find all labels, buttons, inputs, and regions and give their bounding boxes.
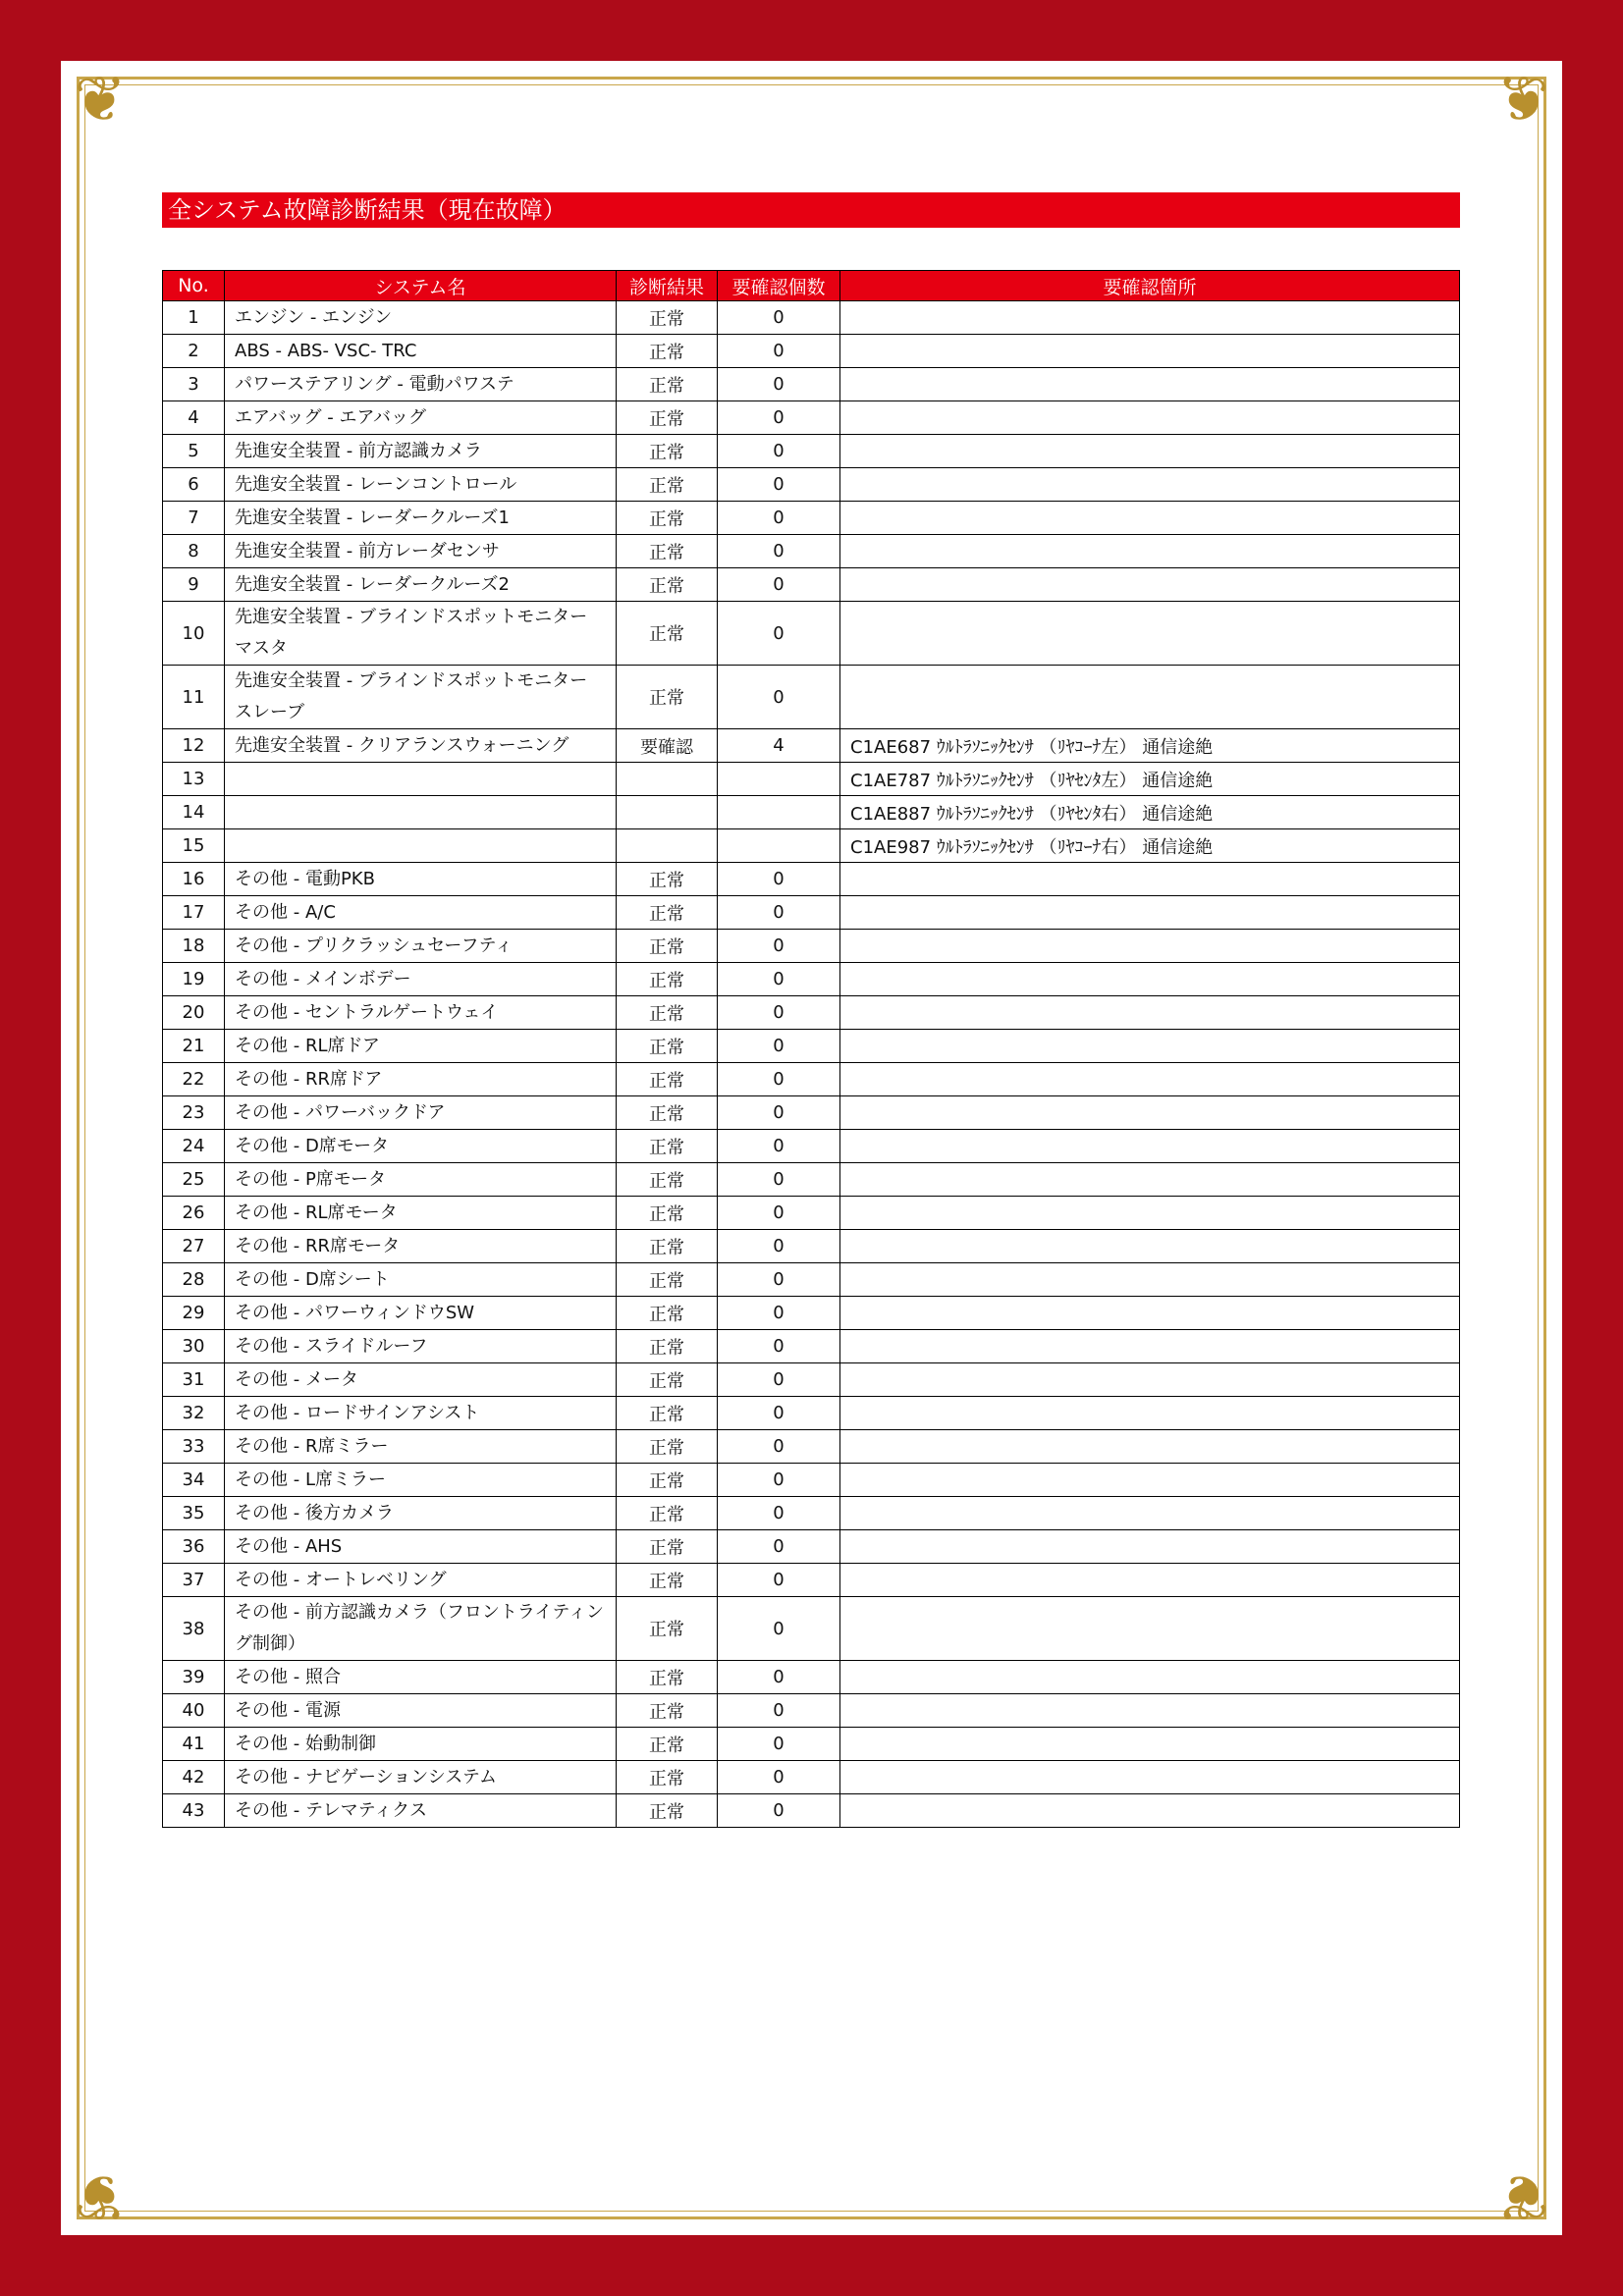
cell-result: 正常	[617, 1597, 718, 1661]
cell-result: 正常	[617, 1130, 718, 1163]
cell-system-name: 先進安全装置 - レーンコントロール	[225, 468, 617, 502]
cell-count: 0	[718, 1464, 840, 1497]
table-row	[163, 468, 1460, 502]
cell-system-name: その他 - AHS	[225, 1530, 617, 1564]
cell-location	[840, 1130, 1460, 1163]
cell-count: 0	[718, 368, 840, 401]
cell-result: 正常	[617, 666, 718, 729]
table-row	[163, 335, 1460, 368]
col-header-count: 要確認個数	[718, 271, 840, 301]
cell-system-name: 先進安全装置 - 前方レーダセンサ	[225, 535, 617, 568]
cell-system-name: 先進安全装置 - レーダークルーズ1	[225, 502, 617, 535]
table-row	[163, 1297, 1460, 1330]
cell-location	[840, 996, 1460, 1030]
cell-result: 正常	[617, 996, 718, 1030]
cell-result: 正常	[617, 1497, 718, 1530]
cell-no: 29	[163, 1297, 225, 1330]
cell-system-name: その他 - メインボデー	[225, 963, 617, 996]
cell-system-name: その他 - メータ	[225, 1363, 617, 1397]
cell-location	[840, 963, 1460, 996]
table-row	[163, 602, 1460, 666]
table-row	[163, 996, 1460, 1030]
cell-system-name: その他 - 照合	[225, 1661, 617, 1694]
cell-result: 正常	[617, 1530, 718, 1564]
table-row	[163, 1761, 1460, 1794]
cell-no: 43	[163, 1794, 225, 1828]
cell-location	[840, 1163, 1460, 1197]
cell-no: 25	[163, 1163, 225, 1197]
cell-no: 23	[163, 1096, 225, 1130]
cell-system-name: エンジン - エンジン	[225, 301, 617, 335]
col-header-no: No.	[163, 271, 225, 301]
cell-count: 0	[718, 1163, 840, 1197]
cell-location	[840, 502, 1460, 535]
cell-no: 22	[163, 1063, 225, 1096]
cell-location	[840, 1530, 1460, 1564]
cell-location	[840, 468, 1460, 502]
cell-location	[840, 1197, 1460, 1230]
cell-location	[840, 1297, 1460, 1330]
cell-no: 36	[163, 1530, 225, 1564]
cell-count: 0	[718, 1263, 840, 1297]
table-row	[163, 1597, 1460, 1661]
cell-system-name: その他 - ロードサインアシスト	[225, 1397, 617, 1430]
cell-result: 正常	[617, 896, 718, 930]
cell-system-name: その他 - D席シート	[225, 1263, 617, 1297]
cell-no: 39	[163, 1661, 225, 1694]
table-row	[163, 1030, 1460, 1063]
table-row	[163, 368, 1460, 401]
table-row	[163, 1230, 1460, 1263]
cell-result: 正常	[617, 1030, 718, 1063]
cell-result: 正常	[617, 368, 718, 401]
table-row	[163, 896, 1460, 930]
cell-result: 正常	[617, 502, 718, 535]
cell-no: 6	[163, 468, 225, 502]
cell-result: 正常	[617, 1163, 718, 1197]
cell-system-name: ABS - ABS- VSC- TRC	[225, 335, 617, 368]
cell-result: 正常	[617, 301, 718, 335]
cell-location	[840, 602, 1460, 666]
cell-result: 正常	[617, 1197, 718, 1230]
cell-count: 0	[718, 1096, 840, 1130]
cell-result: 正常	[617, 1794, 718, 1828]
cell-result: 正常	[617, 1464, 718, 1497]
cell-no: 30	[163, 1330, 225, 1363]
table-row	[163, 729, 1460, 763]
table-row	[163, 963, 1460, 996]
cell-result: 正常	[617, 1397, 718, 1430]
cell-count: 0	[718, 1330, 840, 1363]
cell-count: 0	[718, 435, 840, 468]
cell-count	[718, 796, 840, 829]
cell-count: 0	[718, 1530, 840, 1564]
cell-no: 38	[163, 1597, 225, 1661]
cell-no: 32	[163, 1397, 225, 1430]
table-row	[163, 1530, 1460, 1564]
cell-location	[840, 1230, 1460, 1263]
cell-system-name	[225, 796, 617, 829]
cell-location	[840, 666, 1460, 729]
cell-system-name: 先進安全装置 - ブラインドスポットモニター スレーブ	[225, 666, 617, 729]
cell-result: 正常	[617, 602, 718, 666]
table-row	[163, 301, 1460, 335]
cell-count: 0	[718, 1230, 840, 1263]
cell-system-name: その他 - P席モータ	[225, 1163, 617, 1197]
cell-location: C1AE887 ｳﾙﾄﾗｿﾆｯｸｾﾝｻ （ﾘﾔｾﾝﾀ右） 通信途絶	[840, 796, 1460, 829]
table-row	[163, 1096, 1460, 1130]
cell-location	[840, 1694, 1460, 1728]
cell-system-name: 先進安全装置 - ブラインドスポットモニター マスタ	[225, 602, 617, 666]
cell-count	[718, 829, 840, 863]
cell-no: 10	[163, 602, 225, 666]
table-row	[163, 829, 1460, 863]
cell-result	[617, 763, 718, 796]
cell-count: 0	[718, 1661, 840, 1694]
cell-system-name: 先進安全装置 - 前方認識カメラ	[225, 435, 617, 468]
diagnosis-table	[162, 270, 1460, 1828]
table-row	[163, 1363, 1460, 1397]
cell-result: 正常	[617, 1694, 718, 1728]
col-header-location: 要確認箇所	[840, 271, 1460, 301]
cell-system-name	[225, 829, 617, 863]
cell-count: 0	[718, 468, 840, 502]
cell-count: 0	[718, 1728, 840, 1761]
cell-result: 正常	[617, 963, 718, 996]
cell-system-name: その他 - D席モータ	[225, 1130, 617, 1163]
cell-result: 正常	[617, 1728, 718, 1761]
table-row	[163, 763, 1460, 796]
cell-system-name	[225, 763, 617, 796]
report-title: 全システム故障診断結果（現在故障）	[162, 192, 1460, 228]
cell-no: 37	[163, 1564, 225, 1597]
corner-ornament-icon: ❦	[74, 2160, 127, 2232]
cell-no: 33	[163, 1430, 225, 1464]
cell-location	[840, 335, 1460, 368]
cell-no: 5	[163, 435, 225, 468]
corner-ornament-icon: ❦	[74, 64, 127, 136]
cell-location	[840, 535, 1460, 568]
table-row	[163, 1694, 1460, 1728]
table-row	[163, 535, 1460, 568]
cell-location	[840, 1564, 1460, 1597]
cell-location	[840, 368, 1460, 401]
cell-location	[840, 1063, 1460, 1096]
table-row	[163, 401, 1460, 435]
cell-system-name: パワーステアリング - 電動パワステ	[225, 368, 617, 401]
cell-count: 0	[718, 1761, 840, 1794]
cell-count: 0	[718, 535, 840, 568]
cell-no: 42	[163, 1761, 225, 1794]
cell-system-name: 先進安全装置 - クリアランスウォーニング	[225, 729, 617, 763]
cell-count: 0	[718, 930, 840, 963]
cell-location	[840, 863, 1460, 896]
cell-system-name: その他 - L席ミラー	[225, 1464, 617, 1497]
cell-location	[840, 1464, 1460, 1497]
cell-system-name: その他 - RL席モータ	[225, 1197, 617, 1230]
cell-no: 15	[163, 829, 225, 863]
table-row	[163, 666, 1460, 729]
cell-count: 0	[718, 1597, 840, 1661]
table-row	[163, 1263, 1460, 1297]
table-row	[163, 1794, 1460, 1828]
cell-system-name: その他 - セントラルゲートウェイ	[225, 996, 617, 1030]
cell-no: 27	[163, 1230, 225, 1263]
cell-system-name: その他 - テレマティクス	[225, 1794, 617, 1828]
cell-system-name: その他 - スライドルーフ	[225, 1330, 617, 1363]
cell-location	[840, 1597, 1460, 1661]
cell-no: 9	[163, 568, 225, 602]
cell-system-name: その他 - 始動制御	[225, 1728, 617, 1761]
cell-count: 0	[718, 301, 840, 335]
cell-location	[840, 1363, 1460, 1397]
cell-result: 正常	[617, 863, 718, 896]
cell-result: 正常	[617, 930, 718, 963]
cell-result	[617, 829, 718, 863]
cell-result	[617, 796, 718, 829]
table-row	[163, 1497, 1460, 1530]
cell-count: 0	[718, 863, 840, 896]
table-row	[163, 1063, 1460, 1096]
cell-result: 正常	[617, 1430, 718, 1464]
table-row	[163, 863, 1460, 896]
cell-count: 0	[718, 1063, 840, 1096]
cell-location	[840, 1263, 1460, 1297]
cell-no: 20	[163, 996, 225, 1030]
cell-no: 12	[163, 729, 225, 763]
cell-result: 正常	[617, 1263, 718, 1297]
cell-system-name: その他 - ナビゲーションシステム	[225, 1761, 617, 1794]
cell-no: 13	[163, 763, 225, 796]
cell-count: 0	[718, 335, 840, 368]
cell-no: 19	[163, 963, 225, 996]
cell-location	[840, 1761, 1460, 1794]
cell-count: 0	[718, 1197, 840, 1230]
cell-result: 正常	[617, 468, 718, 502]
cell-location	[840, 1661, 1460, 1694]
cell-count	[718, 763, 840, 796]
table-row	[163, 435, 1460, 468]
cell-count: 0	[718, 1397, 840, 1430]
cell-result: 正常	[617, 1661, 718, 1694]
table-row	[163, 1564, 1460, 1597]
cell-result: 正常	[617, 1063, 718, 1096]
cell-location	[840, 1096, 1460, 1130]
cell-result: 正常	[617, 1297, 718, 1330]
cell-count: 0	[718, 1694, 840, 1728]
cell-system-name: その他 - 前方認識カメラ（フロントライティング制御）	[225, 1597, 617, 1661]
table-row	[163, 1130, 1460, 1163]
table-header-row	[163, 271, 1460, 301]
col-header-system: システム名	[225, 271, 617, 301]
cell-location: C1AE987 ｳﾙﾄﾗｿﾆｯｸｾﾝｻ （ﾘﾔｺｰﾅ右） 通信途絶	[840, 829, 1460, 863]
cell-location	[840, 1397, 1460, 1430]
table-row	[163, 1163, 1460, 1197]
cell-no: 11	[163, 666, 225, 729]
table-row	[163, 1661, 1460, 1694]
cell-location	[840, 1728, 1460, 1761]
cell-location	[840, 1497, 1460, 1530]
cell-location: C1AE687 ｳﾙﾄﾗｿﾆｯｸｾﾝｻ （ﾘﾔｺｰﾅ左） 通信途絶	[840, 729, 1460, 763]
cell-system-name: その他 - プリクラッシュセーフティ	[225, 930, 617, 963]
cell-result: 正常	[617, 1363, 718, 1397]
cell-system-name: その他 - RR席ドア	[225, 1063, 617, 1096]
cell-count: 0	[718, 1297, 840, 1330]
corner-ornament-icon: ❦	[1496, 64, 1549, 136]
cell-no: 34	[163, 1464, 225, 1497]
cell-count: 0	[718, 1564, 840, 1597]
cell-no: 17	[163, 896, 225, 930]
cell-no: 2	[163, 335, 225, 368]
cell-result: 正常	[617, 1230, 718, 1263]
cell-result: 正常	[617, 1330, 718, 1363]
cell-location	[840, 568, 1460, 602]
cell-no: 3	[163, 368, 225, 401]
cell-system-name: 先進安全装置 - レーダークルーズ2	[225, 568, 617, 602]
cell-result: 要確認	[617, 729, 718, 763]
cell-count: 0	[718, 1030, 840, 1063]
cell-location	[840, 1330, 1460, 1363]
table-row	[163, 1464, 1460, 1497]
cell-count: 4	[718, 729, 840, 763]
cell-result: 正常	[617, 335, 718, 368]
cell-count: 0	[718, 502, 840, 535]
cell-system-name: その他 - パワーバックドア	[225, 1096, 617, 1130]
cell-count: 0	[718, 963, 840, 996]
col-header-result: 診断結果	[617, 271, 718, 301]
cell-result: 正常	[617, 401, 718, 435]
cell-count: 0	[718, 1497, 840, 1530]
cell-system-name: その他 - パワーウィンドウSW	[225, 1297, 617, 1330]
cell-location	[840, 896, 1460, 930]
cell-result: 正常	[617, 435, 718, 468]
cell-no: 18	[163, 930, 225, 963]
cell-count: 0	[718, 1130, 840, 1163]
cell-system-name: その他 - RL席ドア	[225, 1030, 617, 1063]
cell-no: 7	[163, 502, 225, 535]
cell-no: 41	[163, 1728, 225, 1761]
cell-no: 28	[163, 1263, 225, 1297]
cell-system-name: エアバッグ - エアバッグ	[225, 401, 617, 435]
cell-system-name: その他 - RR席モータ	[225, 1230, 617, 1263]
cell-no: 21	[163, 1030, 225, 1063]
cell-count: 0	[718, 1430, 840, 1464]
cell-location	[840, 1030, 1460, 1063]
cell-no: 26	[163, 1197, 225, 1230]
cell-count: 0	[718, 1794, 840, 1828]
cell-location	[840, 930, 1460, 963]
cell-location	[840, 1794, 1460, 1828]
cell-location	[840, 435, 1460, 468]
cell-no: 8	[163, 535, 225, 568]
table-row	[163, 502, 1460, 535]
cell-no: 31	[163, 1363, 225, 1397]
cell-system-name: その他 - 電動PKB	[225, 863, 617, 896]
table-row	[163, 1197, 1460, 1230]
table-row	[163, 568, 1460, 602]
cell-count: 0	[718, 896, 840, 930]
table-row	[163, 1728, 1460, 1761]
cell-system-name: その他 - A/C	[225, 896, 617, 930]
table-row	[163, 1330, 1460, 1363]
cell-no: 1	[163, 301, 225, 335]
table-row	[163, 930, 1460, 963]
corner-ornament-icon: ❦	[1496, 2160, 1549, 2232]
cell-system-name: その他 - R席ミラー	[225, 1430, 617, 1464]
table-row	[163, 796, 1460, 829]
cell-location	[840, 301, 1460, 335]
cell-location: C1AE787 ｳﾙﾄﾗｿﾆｯｸｾﾝｻ （ﾘﾔｾﾝﾀ左） 通信途絶	[840, 763, 1460, 796]
cell-count: 0	[718, 666, 840, 729]
cell-result: 正常	[617, 535, 718, 568]
cell-no: 40	[163, 1694, 225, 1728]
cell-result: 正常	[617, 568, 718, 602]
cell-location	[840, 401, 1460, 435]
cell-result: 正常	[617, 1096, 718, 1130]
table-row	[163, 1430, 1460, 1464]
cell-count: 0	[718, 568, 840, 602]
cell-result: 正常	[617, 1564, 718, 1597]
cell-count: 0	[718, 996, 840, 1030]
cell-system-name: その他 - オートレベリング	[225, 1564, 617, 1597]
cell-count: 0	[718, 401, 840, 435]
cell-system-name: その他 - 電源	[225, 1694, 617, 1728]
cell-no: 35	[163, 1497, 225, 1530]
cell-count: 0	[718, 1363, 840, 1397]
cell-count: 0	[718, 602, 840, 666]
cell-no: 14	[163, 796, 225, 829]
table-row	[163, 1397, 1460, 1430]
cell-result: 正常	[617, 1761, 718, 1794]
cell-no: 24	[163, 1130, 225, 1163]
cell-system-name: その他 - 後方カメラ	[225, 1497, 617, 1530]
cell-location	[840, 1430, 1460, 1464]
cell-no: 4	[163, 401, 225, 435]
cell-no: 16	[163, 863, 225, 896]
